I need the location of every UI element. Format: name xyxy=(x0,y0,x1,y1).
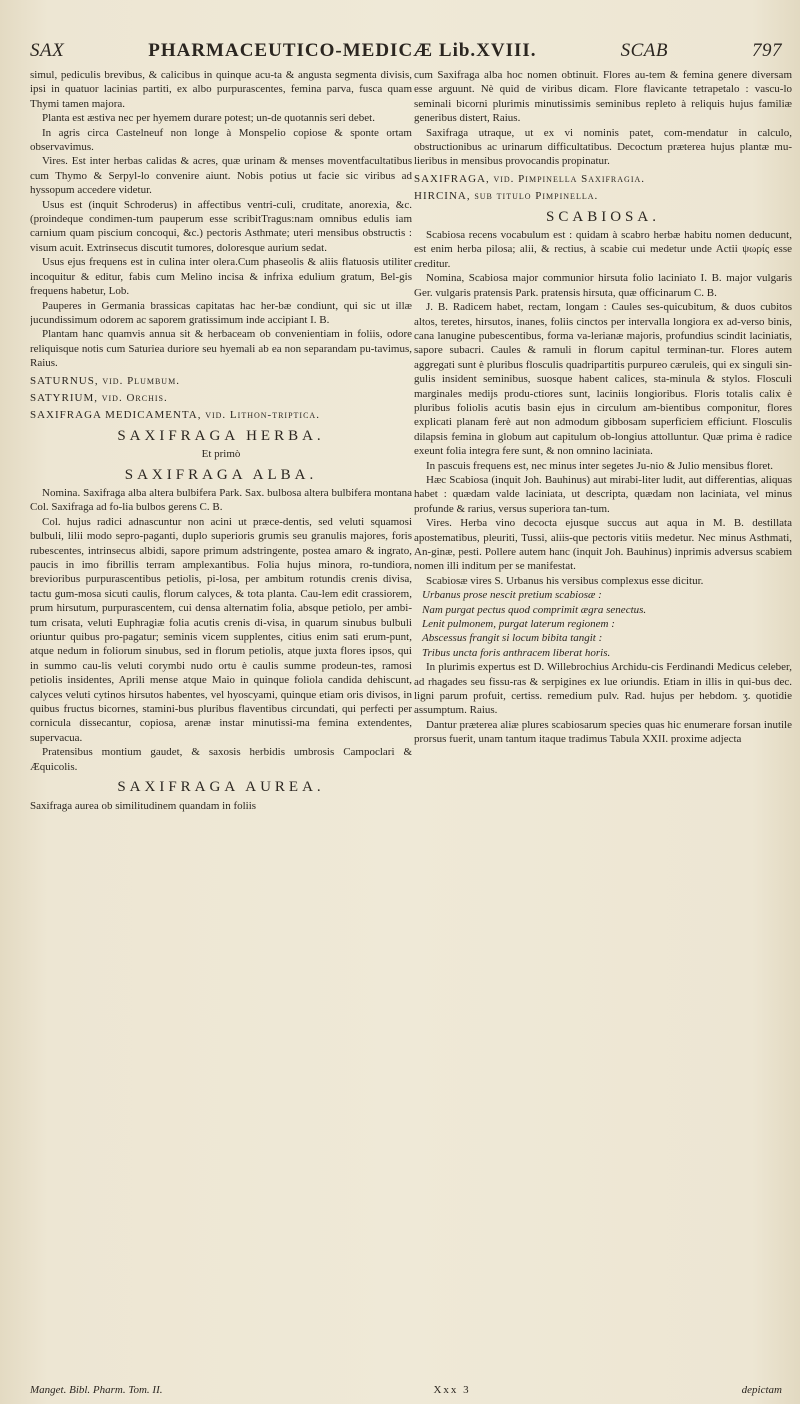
paragraph: Saxifraga aurea ob similitudinem quandam in foliis xyxy=(30,799,257,812)
header-right-keyword: SCAB xyxy=(620,40,668,61)
catchword: depictam xyxy=(741,1384,782,1396)
paragraph: J. B. Radicem habet, rectam, longam : Caules ses-quicubitum, & duos cubitos altos, teretes, hirsutos, inanes, foliis cinctos per intervalla longiora ex ad-verso binis, cana lanugine pubescentibus, forma va-lerianæ majoris, profundius scindit laciniatis, sapore subacri. Caules & ramuli in florum capitul terminan-tur. Flores autem aggregati sunt è pluribus flosculis quadripartitis purpureo cæruleis, qui ex singuli sin-gulis insident seminibus, suosque habent calices, sta-minula & stylos. Flosculi marginales medijs produ-ctiores sunt, laciniis longioribus. Floris totalis calix è pluribus foliolis acutis basin ejus in circulum am-bientibus componitur, flores explicati planam ferè aut non admodum gibbosam superficiem efficiunt. Flosculis dilapsis femina in globum aut capitulum ob-longius attolluntur. Quæ prima è radice exeunt folia integra fere sunt, & non omnino laciniata. xyxy=(414,301,792,458)
paragraph: cum Saxifraga alba hoc nomen obtinuit. Flores au-tem & femina genere diversam esse arguunt. Nè quid de viribus dicam. Flore flavicante tetrapetalo : vascu-lo seminali bicorni plurimis minutissimis seminibus repleto à reliquis hujus familiæ generibus distert, Raius. xyxy=(414,69,792,125)
paragraph: Nomina. Saxifraga alba altera bulbifera Park. Sax. bulbosa altera bulbifera montana Col. Saxifraga ad fo-lia bulbos gerens C. B. xyxy=(30,486,412,514)
paragraph: Col. hujus radici adnascuntur non acini ut præce-dentis, sed veluti squamosi bulbuli, lilii modo sepro-paganti, duplo superioris grumis seu granulis majores, foris rubescentes, intrinsecus albidi, sapore primum adstringente, postea amaro & ingrato, paucis in imo fibrillis terram amplexantibus. Folia hujus minora, ro-tundiora, brevioribus purpurascentibus petiolis, pi-losa, per ambitum rotundis crenis divisa, tactu gum-mosa sicuti caulis, florum calyces, & tota planta. Cau-lem edit crassiorem, prum hirsutum, purpurascentem, cui densa alternatim folia, absque petiolo, per ambi-tum crisata, veluti Euphragiæ folia acutis crenis di-visa, in quarum sinubus bulbuli oriuntur quibus pro-pagatur; seminis vicem supplentes, citius enim sati erum-punt, atque nedum in foliorum sinubus, sed in florum petiolis, atque juxta flores ipsos, qui in summo cau-lis veluti corymbi nudo ortu è caulis summe prodeun-tes, ramosi petiolis insidentes, Aprili mense atque Maio in quinque foliola candida dehiscunt, calyces veluti cytinos hirsutos habentes, vel hyoscyami, quinque etiam oris divisos, in quibus fructus bicornes, stamini-bus pluribus flaventibus circundati, qui perfecti per corniculа dissecantur, copiosa, arenæ instar minutissi-ma femina extendentes, supervacua. xyxy=(30,515,412,744)
cross-reference: SAXIFRAGA MEDICAMENTA, vid. Lithon-triptica. xyxy=(30,409,320,422)
cross-reference: SATYRIUM, vid. Orchis. xyxy=(30,391,168,404)
verse-line: Abscessus frangit si locum bibita tangit : xyxy=(422,632,603,645)
paragraph: Usus est (inquit Schroderus) in affectibus ventri-culi, cruditate, anorexia, &c. (proindeque condimen-tum pauperum esse scribitTragus:nam omnibus edulis iam carnium quam piscium concoqui, &c.) pectoris Asthmate; uteri mensibus obstructis : visum acuit. Extrinsecus discutit tumores, doloresque aurium sedat. xyxy=(30,198,412,254)
page-footer xyxy=(30,1384,782,1400)
section-heading: SAXIFRAGA ALBA. xyxy=(124,466,318,483)
verse-line: Tribus uncta foris anthracem liberat horis. xyxy=(422,646,611,659)
paragraph: Nomina, Scabiosa major communior hirsuta folio laciniato I. B. major vulgaris Ger. vulgaris pratensis Park. pratensis hirsuta, quæ officinarum C. B. xyxy=(414,272,792,299)
paragraph: Plantam hanc quamvis annua sit & herbaceam ob convenientiam in foliis, odore reliquisque notis cum Saturiea duriore seu hyemali ab ea non separandam pu-tavimus, Raius. xyxy=(30,328,412,370)
paragraph: Usus ejus frequens est in culina inter olera.Cum phaseolis & aliis flatuosis utiliter incoquitur & editur, fabis cum Melino incisa & infrixa edulium gratum, Bel-gis frequens habetur, Lob. xyxy=(30,256,412,298)
paragraph: Dantur præterea aliæ plures scabiosarum species quas hic enumerare forsan inutile prorsus fuerit, unam tantum itaque tradimus Tabula XXII. proxime adjecta xyxy=(414,718,792,746)
footer-source: Manget. Bibl. Pharm. Tom. II. xyxy=(30,1384,163,1396)
paragraph: In pascuis frequens est, nec minus inter segetes Ju-nio & Julio mensibus floret. xyxy=(426,459,774,472)
section-heading: SAXIFRAGA HERBA. xyxy=(117,427,325,444)
cross-reference: SATURNUS, vid. Plumbum. xyxy=(30,374,180,387)
paragraph: Vires. Herba vino decocta ejusque succus aut aqua in M. B. destillata apostematibus, pleuriti, Tussi, aliis-que pectoris vitiis medetur. Nec minus Asthmati, An-ginæ, pesti. Pollere autem hanc (inquit Joh. Bauhinus) inprimis adversus scabiem nomen illi inditum per se manifestat. xyxy=(414,517,792,573)
paragraph: Saxifraga utraque, ut ex vi nominis patet, com-mendatur in calculo, obstructionibus ac urinarum difficultatibus. Decoctum præterea hujus plantæ mu-lieribus in mensibus provocandis propinatur. xyxy=(414,126,792,168)
paragraph: Planta est æstiva nec per hyemem durare potest; un-de quotannis seri debet. xyxy=(42,112,375,125)
right-column xyxy=(414,68,792,1386)
paragraph: Vires. Est inter herbas calidas & acres, quæ urinam & menses moventfacultatibus cum Thymo & Serpyl-lo convenire aiunt. Nobis potius ut facie sic viribus ad hyssopum accedere videtur. xyxy=(30,155,412,197)
cross-reference: SAXIFRAGA, vid. Pimpinella Saxifragia. xyxy=(414,172,646,185)
paragraph: Scabiosæ vires S. Urbanus his versibus complexus esse dicitur. xyxy=(426,574,704,587)
section-heading: SAXIFRAGA AUREA. xyxy=(117,779,325,796)
paragraph: Hæc Scabiosa (inquit Joh. Bauhinus) aut mirabi-liter ludit, aut differentias, aliquas habet : quædam valde laciniata, ut descripta, quædam non laciniata, vel minus profunde & rarius, versus superiora tan-tum. xyxy=(414,473,792,515)
verse-line: Nam purgat pectus quod comprimit ægra senectus. xyxy=(422,603,647,616)
section-heading: SCABIOSA. xyxy=(546,208,660,225)
header-title: PHARMACEUTICO-MEDICÆ Lib.XVIII. xyxy=(148,40,537,61)
page-number: 797 xyxy=(751,40,782,61)
paragraph: In agris circa Castelneuf non longe à Monspelio copiose & sponte ortam observavimus. xyxy=(30,126,412,154)
subheading: Et primò xyxy=(201,448,241,461)
header-left-keyword: SAX xyxy=(30,40,65,61)
paragraph: Pauperes in Germania brassicas capitatas hac her-bæ condiunt, qui sic ut illæ jucundissimum odorem ac saporem gratissimum inde accipiant I. B. xyxy=(30,299,412,326)
signature-mark: Xxx 3 xyxy=(433,1384,471,1396)
paragraph: Scabiosa recens vocabulum est : quidam à scabro herbæ habitu nomen deducunt, est enim herba pilosa; alii, & rectius, à scabie cui medetur unde Actii ψωρίς esse creditur. xyxy=(414,229,792,270)
verse-line: Urbanus prose nescit pretium scabiosæ : xyxy=(422,589,602,602)
verse-line: Lenit pulmonem, purgat laterum regionem : xyxy=(422,618,615,631)
running-header xyxy=(30,40,782,66)
paragraph: simul, pediculis brevibus, & calicibus in quinque acu-ta & angusta segmenta divisis, ipsi in quatuor lacinias partiti, ex albo purpurascentes, femina parva, fusca quam Thymi tamen majora. xyxy=(30,69,412,110)
left-column xyxy=(30,68,412,1386)
paragraph: Pratensibus montium gaudet, & saxosis herbidis umbrosis Campoclari & Æquicolis. xyxy=(30,746,412,773)
paragraph: In plurimis expertus est D. Willebrochius Archidu-cis Ferdinandi Medicus celeber, ad rhagades seu fissu-ras & serpigines ex lue oriundis. Etiam in illis in qui-bus dec. ligni parum profuit, certiss. remedium pulv. Rad. hujus per hebdom. ʒ. quotidie assumptum. Raius. xyxy=(414,661,792,717)
cross-reference: HIRCINA, sub titulo Pimpinella. xyxy=(414,190,599,203)
